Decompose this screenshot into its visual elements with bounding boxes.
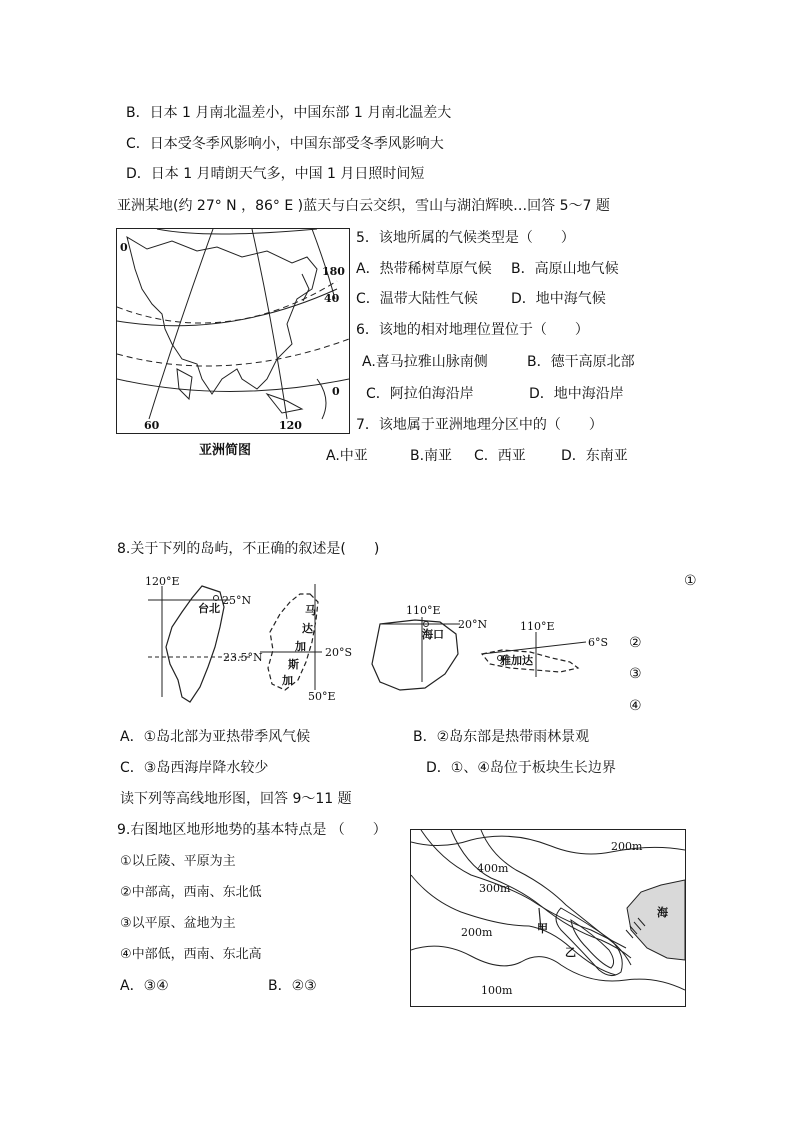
q9-statement-3: ③以平原、盆地为主 bbox=[120, 916, 236, 931]
asia-sketch-map bbox=[116, 228, 350, 434]
hainan-lat-label: 20°N bbox=[458, 618, 488, 631]
q9-statement-1: ①以丘陵、平原为主 bbox=[120, 854, 236, 869]
contour-label-400: 400m bbox=[477, 862, 509, 875]
madagascar-char-3: 加 bbox=[295, 640, 306, 653]
q8-option-b: B．②岛东部是热带雨林景观 bbox=[413, 729, 590, 745]
q4-option-d: D．日本 1 月晴朗天气多，中国 1 月日照时间短 bbox=[126, 166, 425, 182]
taiwan-lat2-label: 23.5°N bbox=[223, 651, 263, 664]
hainan-lon-label: 110°E bbox=[406, 604, 441, 617]
asia-map-caption: 亚洲简图 bbox=[199, 443, 252, 458]
asia-map-label-0-right: 0 bbox=[332, 385, 340, 398]
java-city-label: 雅加达 bbox=[500, 654, 533, 667]
q8-option-c: C．③岛西海岸降水较少 bbox=[120, 760, 269, 776]
q7-option-a: A.中亚 bbox=[326, 448, 368, 464]
madagascar-char-5: 加 bbox=[282, 674, 293, 687]
contour-label-300: 300m bbox=[479, 882, 511, 895]
contour-label-200-top: 200m bbox=[611, 840, 643, 853]
q9-statement-4: ④中部低，西南、东北高 bbox=[120, 947, 262, 962]
taiwan-city-label: 台北 bbox=[198, 602, 220, 615]
q6-option-a: A.喜马拉雅山脉南侧 bbox=[362, 354, 488, 370]
taiwan-island bbox=[145, 575, 263, 702]
q7-stem: 7．该地属于亚洲地理分区中的（ ） bbox=[356, 417, 603, 433]
contour-map-graphic bbox=[411, 830, 685, 1006]
hainan-island bbox=[372, 604, 487, 690]
islands-figure bbox=[140, 572, 620, 712]
q5-option-c: C．温带大陆性气候 bbox=[356, 291, 478, 307]
q7-option-c: C．西亚 bbox=[474, 448, 526, 464]
asia-map-label-120: 120 bbox=[279, 419, 302, 432]
q5-option-b: B．高原山地气候 bbox=[511, 261, 619, 277]
contour-sea-label: 海 bbox=[657, 906, 668, 919]
taiwan-lat1-label: 25°N bbox=[222, 594, 252, 607]
q5-option-a: A．热带稀树草原气候 bbox=[356, 261, 492, 277]
island-marker-4: ④ bbox=[629, 698, 642, 714]
intro-questions-9-11: 读下列等高线地形图，回答 9～11 题 bbox=[120, 791, 352, 807]
q5-stem: 5．该地所属的气候类型是（ ） bbox=[356, 230, 575, 246]
island-marker-3: ③ bbox=[629, 666, 642, 682]
asia-map-graphic bbox=[117, 229, 349, 433]
q9-statement-2: ②中部高，西南、东北低 bbox=[120, 885, 262, 900]
island-marker-2: ② bbox=[629, 635, 642, 651]
asia-map-label-40: 40 bbox=[324, 292, 340, 305]
asia-map-label-180: 180 bbox=[322, 265, 345, 278]
taiwan-lon-label: 120°E bbox=[145, 575, 180, 588]
q5-option-d: D．地中海气候 bbox=[511, 291, 606, 307]
madagascar-island bbox=[260, 584, 352, 703]
madagascar-char-1: 马 bbox=[305, 604, 316, 617]
asia-map-label-0-left: 0 bbox=[120, 241, 128, 254]
madagascar-char-2: 达 bbox=[302, 622, 313, 635]
madagascar-char-4: 斯 bbox=[288, 658, 299, 671]
q4-option-c: C．日本受冬季风影响小，中国东部受冬季风影响大 bbox=[126, 136, 444, 152]
contour-label-100: 100m bbox=[481, 984, 513, 997]
intro-questions-5-7: 亚洲某地(约 27° N ，86° E )蓝天与白云交织，雪山与湖泊辉映…回答 5～7 题 bbox=[117, 198, 610, 214]
q9-stem: 9.右图地区地形地势的基本特点是 （ ） bbox=[117, 822, 387, 838]
contour-map bbox=[410, 829, 686, 1007]
java-lon-label: 110°E bbox=[520, 620, 555, 633]
q9-option-a: A．③④ bbox=[120, 978, 169, 994]
island-marker-1: ① bbox=[684, 573, 697, 589]
madagascar-lon-label: 50°E bbox=[308, 690, 336, 703]
q6-option-c: C．阿拉伯海沿岸 bbox=[366, 386, 474, 402]
java-lat-label: 6°S bbox=[588, 636, 609, 649]
q8-option-d: D．①、④岛位于板块生长边界 bbox=[426, 760, 616, 776]
q9-option-b: B．②③ bbox=[268, 978, 317, 994]
q7-option-d: D．东南亚 bbox=[561, 448, 628, 464]
contour-label-200-left: 200m bbox=[461, 926, 493, 939]
q6-option-d: D．地中海沿岸 bbox=[529, 386, 624, 402]
madagascar-lat-label: 20°S bbox=[325, 646, 353, 659]
asia-map-label-60: 60 bbox=[144, 419, 160, 432]
q6-option-b: B．德干高原北部 bbox=[527, 354, 635, 370]
q8-option-a: A．①岛北部为亚热带季风气候 bbox=[120, 729, 311, 745]
contour-point-yi: 乙 bbox=[565, 946, 576, 959]
q7-option-b: B.南亚 bbox=[410, 448, 453, 464]
contour-point-jia: 甲 bbox=[537, 922, 548, 935]
java-island bbox=[482, 620, 608, 677]
q6-stem: 6．该地的相对地理位置位于（ ） bbox=[356, 322, 589, 338]
hainan-city-label: 海口 bbox=[422, 628, 444, 641]
q4-option-b: B．日本 1 月南北温差小，中国东部 1 月南北温差大 bbox=[126, 105, 452, 121]
q8-stem: 8.关于下列的岛屿，不正确的叙述是( ) bbox=[117, 541, 380, 557]
